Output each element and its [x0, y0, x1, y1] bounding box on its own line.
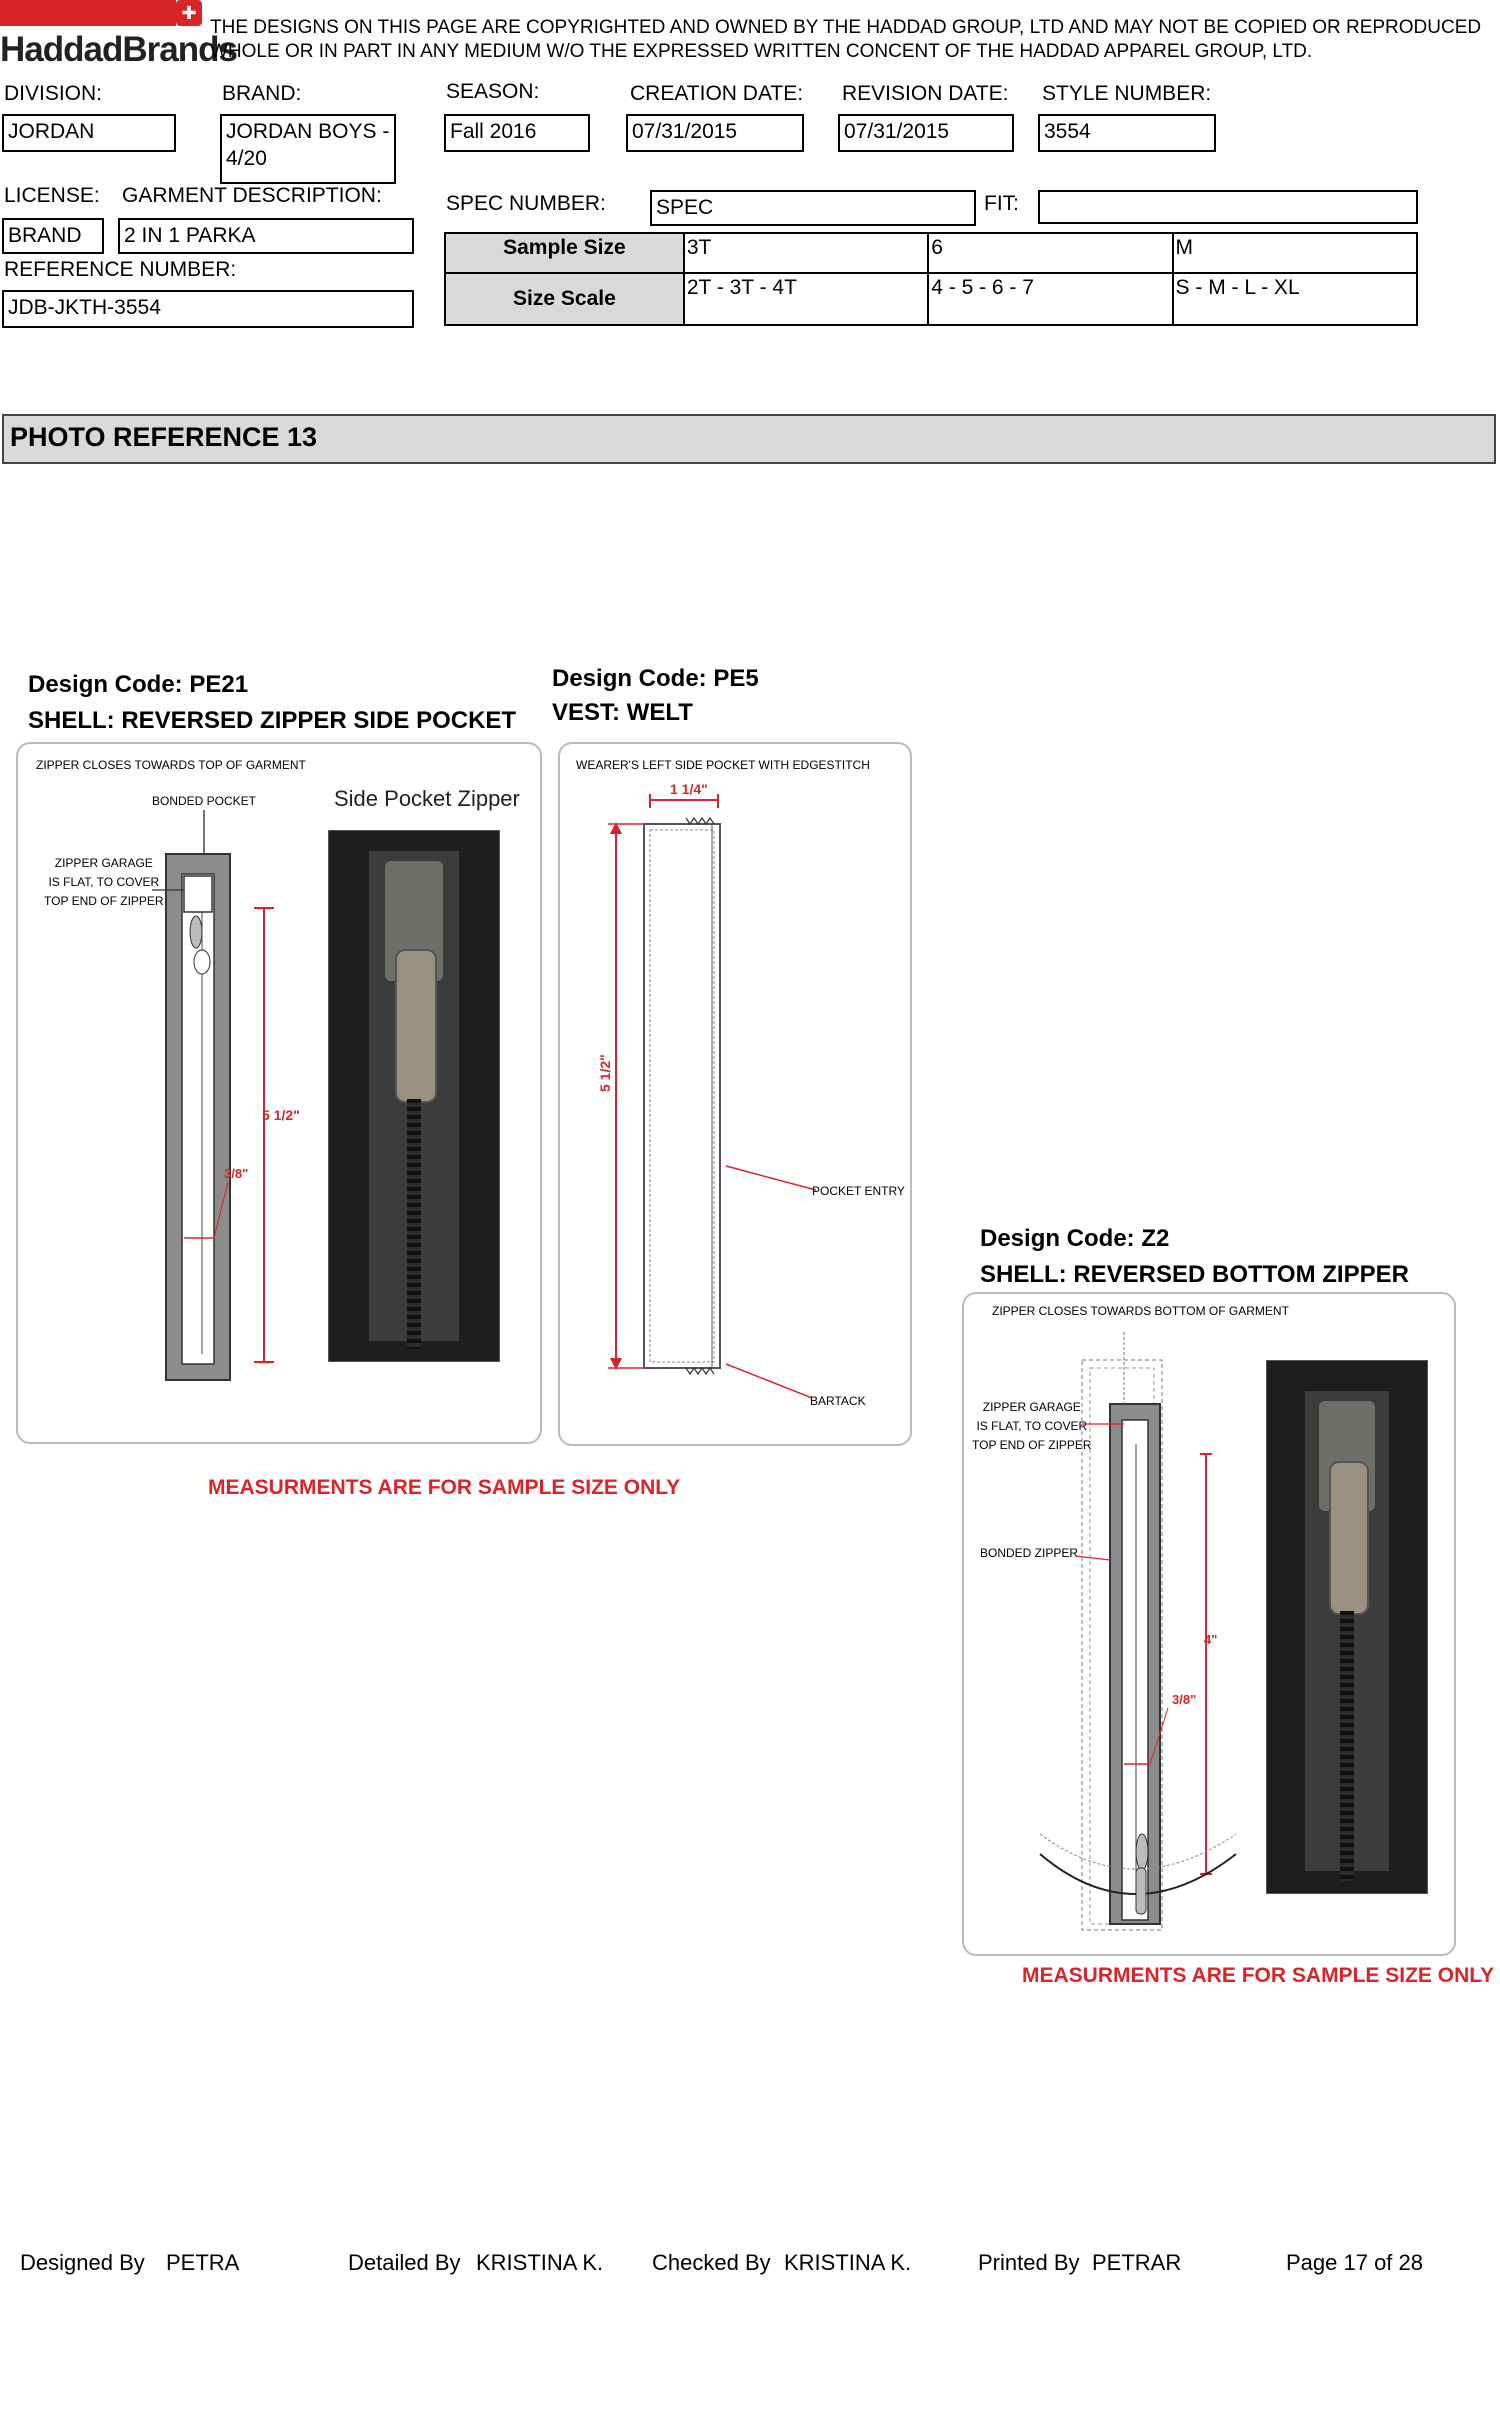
- footer: [0, 2250, 1500, 2284]
- z2-width-dim: 3/8": [1172, 1692, 1197, 1707]
- fit-label: FIT:: [984, 192, 1019, 215]
- pe21-design-code: Design Code: PE21: [28, 671, 249, 698]
- reference-number-value: JDB-JKTH-3554: [2, 290, 414, 328]
- designed-by-label: Designed By: [20, 2250, 145, 2275]
- checked-by-value: KRISTINA K.: [784, 2250, 912, 2275]
- style-number-value: 3554: [1038, 114, 1216, 152]
- copyright-line-1: THE DESIGNS ON THIS PAGE ARE COPYRIGHTED AND OWNED BY THE HADDAD GROUP, LTD AND MAY NOT BE COPIED OR REPRODUCED: [210, 17, 1482, 38]
- revision-date-label: REVISION DATE:: [842, 82, 1009, 105]
- pe5-diagram: [560, 744, 910, 1444]
- logo-bar-icon: [0, 0, 176, 26]
- season-label: SEASON:: [446, 80, 540, 103]
- logo-mark-icon: ✚: [176, 0, 202, 26]
- revision-date-value: 07/31/2015: [838, 114, 1014, 152]
- pe5-bartack-label: BARTACK: [810, 1394, 866, 1408]
- z2-card: [962, 1292, 1456, 1956]
- sample-size-cell: 3T: [684, 233, 928, 273]
- section-title: PHOTO REFERENCE 13: [2, 414, 1496, 464]
- brand-label: BRAND:: [222, 82, 302, 105]
- license-label: LICENSE:: [4, 184, 100, 207]
- copyright-line-2: WHOLE OR IN PART IN ANY MEDIUM W/O THE EXPRESSED WRITTEN CONCENT OF THE HADDAD APPAREL GROUP, LTD.: [210, 41, 1313, 62]
- size-table: [444, 232, 1418, 326]
- printed-by-value: PETRAR: [1092, 2250, 1182, 2275]
- brand-logo: [0, 0, 237, 72]
- pe21-design-name: SHELL: REVERSED ZIPPER SIDE POCKET: [28, 707, 517, 734]
- pe5-length-dim: 5 1/2": [597, 1054, 613, 1092]
- spec-number-value: SPEC: [650, 190, 976, 226]
- season-value: Fall 2016: [444, 114, 590, 152]
- size-scale-header: Size Scale: [445, 273, 684, 325]
- pe21-card: [16, 742, 542, 1444]
- pe21-width-dim: 3/8": [224, 1166, 249, 1181]
- fit-value: [1038, 190, 1418, 224]
- pe5-design-name: VEST: WELT: [552, 699, 693, 726]
- pe5-width-dim: 1 1/4": [670, 781, 708, 797]
- z2-garage-line: IS FLAT, TO COVER: [976, 1419, 1088, 1433]
- pe21-bonded-label: BONDED POCKET: [152, 794, 257, 808]
- pe21-length-dim: 5 1/2": [262, 1107, 300, 1123]
- pe21-photo-caption: Side Pocket Zipper: [334, 786, 520, 811]
- pe21-garage-line: ZIPPER GARAGE: [54, 856, 153, 870]
- copyright-notice: [210, 16, 1481, 64]
- creation-date-value: 07/31/2015: [626, 114, 804, 152]
- spec-number-label: SPEC NUMBER:: [446, 192, 606, 215]
- license-value: BRAND: [2, 218, 104, 254]
- printed-by-label: Printed By: [978, 2250, 1080, 2275]
- pe5-design-code: Design Code: PE5: [552, 665, 759, 692]
- sample-size-note: MEASURMENTS ARE FOR SAMPLE SIZE ONLY: [1022, 1964, 1495, 1987]
- detailed-by-value: KRISTINA K.: [476, 2250, 604, 2275]
- pe5-note-top: WEARER'S LEFT SIDE POCKET WITH EDGESTITCH: [576, 758, 870, 772]
- z2-bonded-label: BONDED ZIPPER: [980, 1546, 1079, 1560]
- size-scale-cell: 4 - 5 - 6 - 7: [928, 273, 1172, 325]
- sample-size-cell: 6: [928, 233, 1172, 273]
- z2-garage-line: ZIPPER GARAGE: [982, 1400, 1081, 1414]
- checked-by-label: Checked By: [652, 2250, 771, 2275]
- sample-size-note: MEASURMENTS ARE FOR SAMPLE SIZE ONLY: [208, 1476, 681, 1499]
- z2-zipper-photo: [1266, 1360, 1428, 1894]
- designed-by-value: PETRA: [166, 2250, 240, 2275]
- logo-text: HaddadBrands: [0, 30, 237, 69]
- creation-date-label: CREATION DATE:: [630, 82, 804, 105]
- z2-length-dim: 4": [1204, 1632, 1218, 1647]
- pe5-card: [558, 742, 912, 1446]
- detailed-by-label: Detailed By: [348, 2250, 461, 2275]
- size-scale-row: [445, 273, 1417, 325]
- sample-size-row: [445, 233, 1417, 273]
- size-scale-cell: 2T - 3T - 4T: [684, 273, 928, 325]
- brand-value: JORDAN BOYS - 4/20: [220, 114, 396, 184]
- sample-size-header: Sample Size: [445, 233, 684, 273]
- reference-number-label: REFERENCE NUMBER:: [4, 258, 237, 281]
- division-value: JORDAN: [2, 114, 176, 152]
- pe21-zipper-photo: [328, 830, 500, 1362]
- sample-size-cell: M: [1173, 233, 1417, 273]
- garment-description-value: 2 IN 1 PARKA: [118, 218, 414, 254]
- z2-garage-line: TOP END OF ZIPPER: [972, 1438, 1092, 1452]
- pe21-garage-line: IS FLAT, TO COVER: [48, 875, 160, 889]
- pe5-pocket-entry-label: POCKET ENTRY: [812, 1184, 905, 1198]
- size-scale-cell: S - M - L - XL: [1173, 273, 1417, 325]
- z2-note-top: ZIPPER CLOSES TOWARDS BOTTOM OF GARMENT: [992, 1304, 1289, 1318]
- division-label: DIVISION:: [4, 82, 103, 105]
- page-number: Page 17 of 28: [1286, 2250, 1424, 2275]
- pe21-garage-line: TOP END OF ZIPPER: [44, 894, 164, 908]
- pe21-note-top: ZIPPER CLOSES TOWARDS TOP OF GARMENT: [36, 758, 306, 772]
- garment-description-label: GARMENT DESCRIPTION:: [122, 184, 382, 207]
- style-number-label: STYLE NUMBER:: [1042, 82, 1212, 105]
- z2-design-code: Design Code: Z2: [980, 1225, 1170, 1252]
- z2-design-name: SHELL: REVERSED BOTTOM ZIPPER: [980, 1261, 1409, 1288]
